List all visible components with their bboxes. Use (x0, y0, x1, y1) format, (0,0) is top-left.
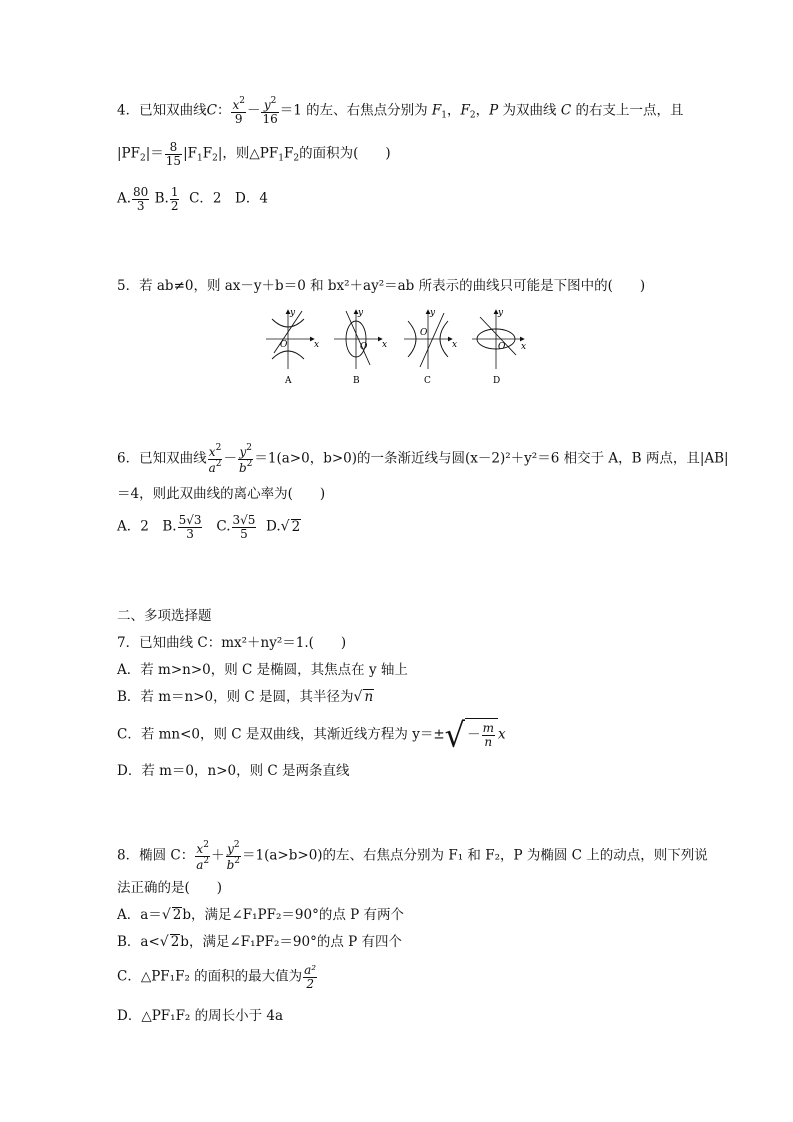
q7-opt-c-frac (482, 722, 495, 748)
q8-opt-a (117, 907, 404, 924)
q8-frac1-den: a (196, 857, 204, 872)
q7-opt-a: A．若 m>n>0，则 C 是椭圆，其焦点在 y 轴上 (117, 662, 408, 678)
q6-opt-d: D. (266, 518, 281, 535)
q8-opt-d: D．△PF₁F₂ 的周长小于 4a (117, 1008, 284, 1024)
fig-d-o: O (498, 342, 506, 352)
q6-frac1-den: a (208, 460, 216, 475)
q4-tri-f2: F (283, 145, 294, 162)
q4-opt-a: A. (117, 190, 132, 207)
q4-intro: 4．已知双曲线 (117, 102, 207, 119)
q7-opt-d: D．若 m＝0，n>0，则 C 是两条直线 (117, 763, 350, 779)
q8-opt-a-pre: A．a＝ (117, 907, 162, 923)
q4-minus: － (246, 102, 261, 119)
q6-opt-c-frac (232, 514, 257, 540)
q4-frac-x2-9: $\frac{x^2}{9}$ (232, 96, 245, 126)
q6-opt-b-num: 5√3 (178, 513, 202, 527)
q4-frac1-den: 9 (234, 111, 243, 126)
section-title: 二、多项选择题 (117, 608, 212, 624)
q6-line2: ＝4，则此双曲线的离心率为( ) (117, 486, 326, 502)
fig-c-x: x (452, 340, 458, 350)
q8-opt-b (117, 934, 402, 951)
q4-opt-cd: C．2 D．4 (189, 190, 268, 207)
q4-frac-8-15 (165, 141, 182, 167)
q6-mid: ＝1(a>0，b>0)的一条渐近线与圆(x－2)²＋y²＝6 相交于 A，B 两点，且|AB| (254, 450, 729, 467)
q4-line2: $|PF_2|=$ $\frac{8}{15}$ $|F_1F_2|$，则$\triangle PF_1F_2$的面积为( ) (117, 140, 391, 168)
q4-opt-a-den: 3 (136, 198, 145, 213)
q6-minus: － (223, 450, 237, 467)
q5-stem: 5．若 ab≠0，则 ax－y＋b＝0 和 bx²＋ay²＝ab 所表示的曲线只可能是下图中的( ) (117, 278, 646, 294)
fig-a-label: A (285, 376, 292, 386)
q7-stem: 7．已知曲线 C：mx²＋ny²＝1.( ) (117, 635, 347, 651)
q6-frac-y2-b2: $\frac{y^2}{b^2}$ (238, 443, 253, 475)
fig-b-y: y (358, 308, 364, 318)
q8-opt-c-den: 2 (306, 976, 314, 991)
fig-b-o: O (360, 342, 368, 352)
q8-frac-y2-b2: $\frac{y^2}{b^2}$ (226, 840, 241, 872)
q8-frac-x2-a2: $\frac{x^2}{a^2}$ (196, 840, 210, 872)
q6-opt-c-den: 5 (240, 526, 248, 541)
sqrt-icon: √ (280, 518, 290, 535)
fig-c-y: y (430, 308, 436, 318)
q4-line2-end: 的面积为( ) (299, 145, 391, 162)
fig-c-label: C (424, 376, 431, 386)
q6-frac1-num: x (208, 445, 216, 459)
q6-opt-b-den: 3 (186, 526, 194, 541)
q6-opt-c: C. (216, 518, 231, 535)
q4-frac2-num: y (263, 98, 271, 112)
q4-frac3-num: 8 (165, 141, 182, 155)
q7-opt-c-num: m (482, 721, 494, 736)
sqrt-icon: √ (161, 907, 171, 923)
q6-opt-d-rad: 2 (291, 518, 301, 535)
q4-frac-y2-16: $\frac{y^2}{16}$ (262, 96, 278, 126)
fig-b-x: x (382, 340, 388, 350)
q4-opt-a-frac (132, 186, 149, 212)
q4-opt-b-frac (170, 186, 180, 212)
q4-p: P (489, 102, 499, 119)
q6-frac-x2-a2: $\frac{x^2}{a^2}$ (208, 443, 222, 475)
fig-a-y: y (290, 308, 296, 318)
q4-rest: 为双曲线 (502, 102, 557, 119)
q4-c2: C (560, 102, 572, 119)
q4-sep: ， (447, 102, 461, 119)
figure-a (266, 308, 319, 386)
q4-f2b: F (202, 145, 213, 162)
q4-opt-b-num: 1 (170, 185, 179, 199)
q7-opt-b (117, 689, 374, 706)
q8-pre: 8．椭圆 C： (117, 847, 195, 864)
q8-opt-a-post: b，满足∠F₁PF₂＝90°的点 P 有两个 (182, 907, 405, 923)
q7-opt-c-radical (444, 715, 498, 755)
q4-line1: 4．已知双曲线C： $\frac{x^2}{9}$ － $\frac{y^2}{16}$ ＝1 的左、右焦点分别为 $F_1$，$F_2$，P 为双曲线 C 的右支上一点，且 (117, 96, 684, 126)
q8-frac2-num: y (227, 842, 234, 856)
q6-opt-c-num: 3√5 (232, 513, 256, 527)
q7-opt-b-rad: n (364, 689, 374, 705)
q8-plus: ＋ (211, 847, 225, 864)
q4-opt-b: B. (154, 190, 169, 207)
q8-opt-c (117, 964, 318, 990)
fig-d-label: D (493, 376, 501, 386)
q4-f1: F (431, 102, 442, 119)
q6-line1 (117, 444, 729, 474)
q4-rest2: 的右支上一点，且 (575, 102, 684, 119)
q6-frac2-num: y (239, 445, 247, 459)
fig-d-y: y (498, 308, 504, 318)
q8-opt-b-pre: B．a< (117, 934, 160, 950)
q4-colon: ： (216, 102, 231, 119)
q5-figures-svg (262, 307, 532, 387)
q7-opt-c-minus: － (467, 727, 481, 744)
q6-pre: 6．已知双曲线 (117, 450, 207, 467)
q8-frac1-num: x (196, 842, 204, 856)
q4-eq: |＝ (145, 145, 164, 162)
q4-frac1-num: x (232, 98, 240, 112)
q4-frac3-den: 15 (165, 153, 182, 168)
q4-opt-b-den: 2 (170, 198, 179, 213)
q4-frac2-den: 16 (262, 111, 278, 126)
figure-b (334, 308, 387, 386)
q7-opt-c-x: x (497, 726, 506, 743)
q6-options (117, 514, 301, 540)
figure-d (472, 308, 526, 386)
fig-b-label: B (353, 376, 360, 386)
q7-opt-c (117, 715, 506, 755)
fig-a-x: x (314, 340, 320, 350)
q8-opt-c-num: a² (304, 963, 317, 977)
q7-opt-b-text: B．若 m＝n>0，则 C 是圆，其半径为 (117, 689, 354, 705)
q4-c: C (206, 102, 217, 119)
q8-mid: ＝1(a>b>0)的左、右焦点分别为 F₁ 和 F₂，P 为椭圆 C 上的动点，则下列说 (242, 847, 708, 864)
q7-opt-c-text: C．若 mn<0，则 C 是双曲线，其渐近线方程为 y＝± (117, 726, 445, 743)
q6-opt-b-frac (178, 514, 203, 540)
fig-a-o: O (280, 340, 288, 350)
q8-opt-c-frac (303, 964, 317, 990)
q4-eq-rest: ＝1 的左、右焦点分别为 (279, 102, 428, 119)
q7-opt-c-den: n (484, 735, 493, 749)
big-sqrt-icon: √ (444, 715, 466, 755)
q8-frac2-den: b (226, 857, 235, 872)
figure-c (404, 308, 457, 386)
q8-opt-a-rad: 2 (172, 907, 182, 923)
q8-opt-c-pre: C．△PF₁F₂ 的面积的最大值为 (117, 968, 303, 985)
q6-frac2-den: b (238, 460, 247, 475)
q8-line1 (117, 841, 708, 871)
q5-figures (262, 307, 532, 387)
q8-opt-b-rad: 2 (170, 934, 180, 950)
q4-options (117, 186, 268, 212)
sqrt-icon: √ (353, 689, 363, 705)
fig-c-o: O (420, 328, 428, 338)
q6-opt-ab: A．2 B. (117, 518, 177, 535)
q4-tri-pre: |，则△PF (217, 145, 279, 162)
fig-d-x: x (521, 342, 527, 352)
q4-f2: F (460, 102, 470, 119)
q4-sep2: ， (475, 102, 490, 119)
sqrt-icon: √ (159, 934, 169, 950)
q4-opt-a-num: 80 (133, 185, 149, 199)
q4-f1f2-pre: |F (183, 145, 197, 162)
q4-pf-pre: |PF (117, 145, 140, 162)
q8-opt-b-post: b，满足∠F₁PF₂＝90°的点 P 有四个 (180, 934, 402, 950)
q8-line2: 法正确的是( ) (117, 880, 223, 896)
